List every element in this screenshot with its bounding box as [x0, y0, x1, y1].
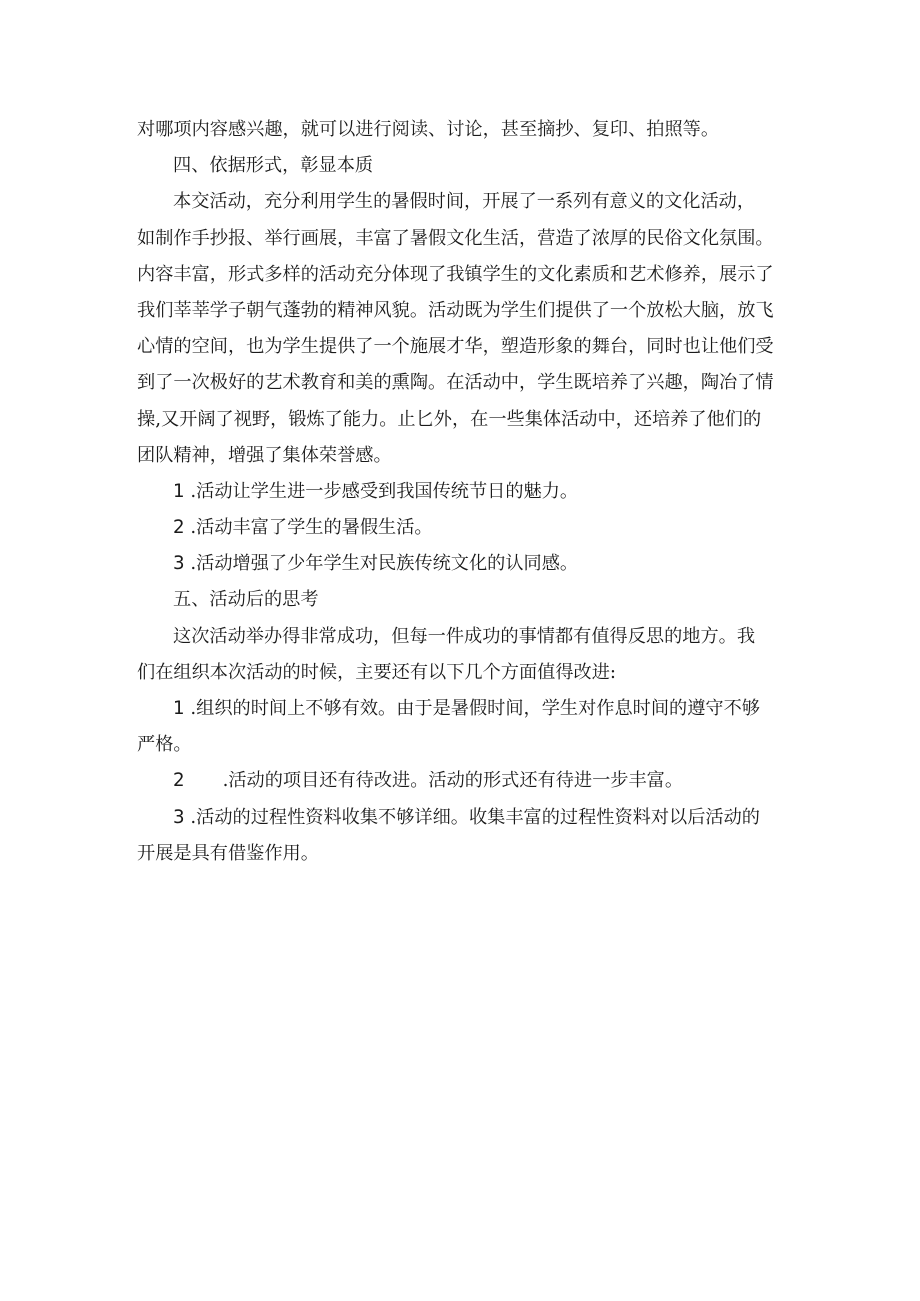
paragraph-line: 本交活动，充分利用学生的暑假时间，开展了一系列有意义的文化活动， — [173, 191, 756, 213]
list-item-text: .活动丰富了学生的暑假生活。 — [190, 517, 433, 539]
list-item — [137, 763, 797, 799]
paragraph-line: 心情的空间，也为学生提供了一个施展才华，塑造形象的舞台，同时也让他们受 — [137, 336, 774, 358]
list-item — [137, 800, 797, 836]
paragraph-line: 这次活动举办得非常成功，但每一件成功的事情都有值得反思的地方。我 — [173, 625, 756, 647]
list-item-text: .活动增强了少年学生对民族传统文化的认同感。 — [190, 553, 579, 575]
document-page — [137, 112, 797, 872]
list-item-text: .活动的项目还有待改进。活动的形式还有待进一步丰富。 — [222, 770, 684, 792]
list-item — [137, 691, 797, 727]
list-item — [137, 474, 797, 510]
list-item-number: 3 — [173, 806, 185, 828]
list-item-continuation: 开展是具有借鉴作用。 — [137, 842, 319, 864]
list-item-number: 2 — [173, 517, 185, 539]
paragraph-line: 们在组织本次活动的时候，主要还有以下几个方面值得改进: — [137, 661, 617, 683]
list-item-number: 2 — [173, 770, 185, 792]
list-item-text: .活动的过程性资料收集不够详细。收集丰富的过程性资料对以后活动的 — [190, 806, 760, 828]
list-item-continuation: 严格。 — [137, 734, 192, 756]
list-item-number: 3 — [173, 553, 185, 575]
section-5-heading: 五、活动后的思考 — [173, 589, 319, 611]
list-item-text: .活动让学生进一步感受到我国传统节日的魅力。 — [190, 480, 579, 502]
paragraph-line: 到了一次极好的艺术教育和美的熏陶。在活动中，学生既培养了兴趣，陶冶了情 — [137, 372, 774, 394]
paragraph-line: 内容丰富，形式多样的活动充分体现了我镇学生的文化素质和艺术修养，展示了 — [137, 263, 774, 285]
list-item-number: 1 — [173, 698, 185, 719]
list-item-number: 1 — [173, 480, 185, 502]
paragraph-line: 我们莘莘学子朝气蓬勃的精神风貌。活动既为学生们提供了一个放松大脑，放飞 — [137, 299, 774, 321]
paragraph-line: 如制作手抄报、举行画展，丰富了暑假文化生活，营造了浓厚的民俗文化氛围。 — [137, 227, 774, 249]
paragraph-line: 操,又开阔了视野，锻炼了能力。止匕外，在一些集体活动中，还培养了他们的 — [137, 408, 762, 430]
paragraph-line: 团队精神，增强了集体荣誉感。 — [137, 444, 392, 466]
list-item — [137, 510, 797, 546]
section-4-heading: 四、依据形式，彰显本质 — [173, 155, 374, 177]
list-item-text: .组织的时间上不够有效。由于是暑假时间，学生对作息时间的遵守不够 — [190, 698, 760, 719]
list-item — [137, 546, 797, 582]
continuation-line: 对哪项内容感兴趣，就可以进行阅读、讨论，甚至摘抄、复印、拍照等。 — [137, 119, 720, 140]
